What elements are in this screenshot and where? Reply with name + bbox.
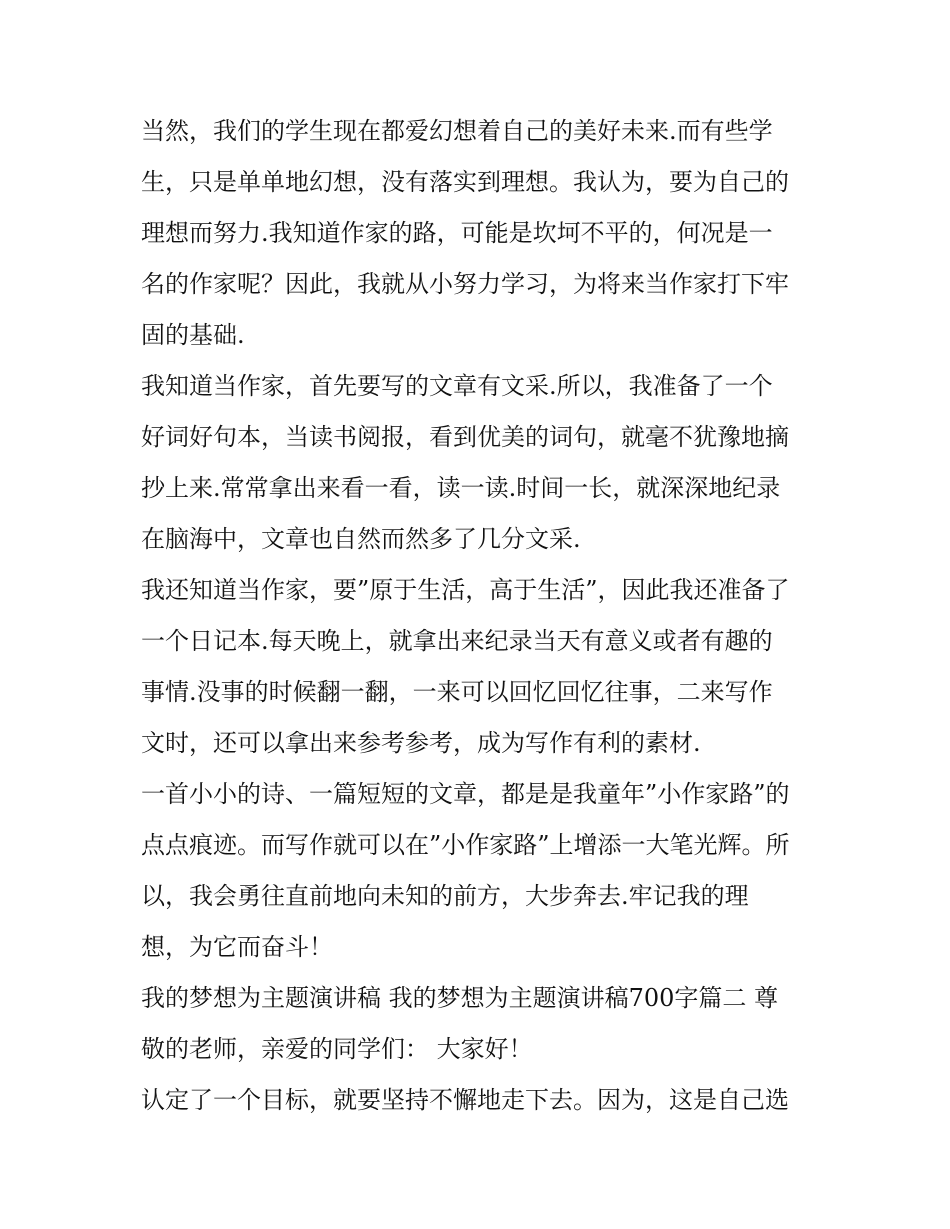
text-line: 以，我会勇往直前地向未知的前方，大步奔去.牢记我的理 (141, 882, 749, 910)
text-line: 我还知道当作家，要”原于生活，高于生活”，因此我还准备了 (141, 576, 790, 604)
text-line: 抄上来.常常拿出来看一看，读一读.时间一长，就深深地纪录 (141, 474, 781, 502)
text-line: 好词好句本，当读书阅报，看到优美的词句，就毫不犹豫地摘 (141, 423, 789, 451)
text-line: 固的基础. (141, 321, 245, 349)
text-line: 生，只是单单地幻想，没有落实到理想。我认为，要为自己的 (141, 168, 789, 196)
text-line: 一首小小的诗、一篇短短的文章，都是是我童年”小作家路”的 (141, 780, 790, 808)
text-line: 文时，还可以拿出来参考参考，成为写作有利的素材. (141, 729, 701, 757)
text-line: 事情.没事的时候翻一翻，一来可以回忆回忆往事，二来写作 (141, 678, 773, 706)
text-line: 当然，我们的学生现在都爱幻想着自己的美好未来.而有些学 (141, 117, 773, 145)
text-line: 敬的老师，亲爱的同学们： 大家好！ (141, 1035, 533, 1063)
document-body (141, 106, 821, 1126)
text-line: 认定了一个目标，就要坚持不懈地走下去。因为，这是自己选 (141, 1086, 789, 1114)
text-line: 我的梦想为主题演讲稿 我的梦想为主题演讲稿700字篇二 尊 (141, 984, 779, 1012)
text-line: 想，为它而奋斗！ (141, 933, 333, 961)
text-line: 我知道当作家，首先要写的文章有文采.所以，我准备了一个 (141, 372, 773, 400)
text-line: 点点痕迹。而写作就可以在”小作家路”上增添一大笔光辉。所 (141, 831, 790, 859)
text-line: 理想而努力.我知道作家的路，可能是坎坷不平的，何况是一 (141, 219, 773, 247)
text-line: 一个日记本.每天晚上，就拿出来纪录当天有意义或者有趣的 (141, 627, 773, 655)
text-line: 名的作家呢？因此，我就从小努力学习，为将来当作家打下牢 (141, 270, 789, 298)
text-line: 在脑海中，文章也自然而然多了几分文采. (141, 525, 581, 553)
